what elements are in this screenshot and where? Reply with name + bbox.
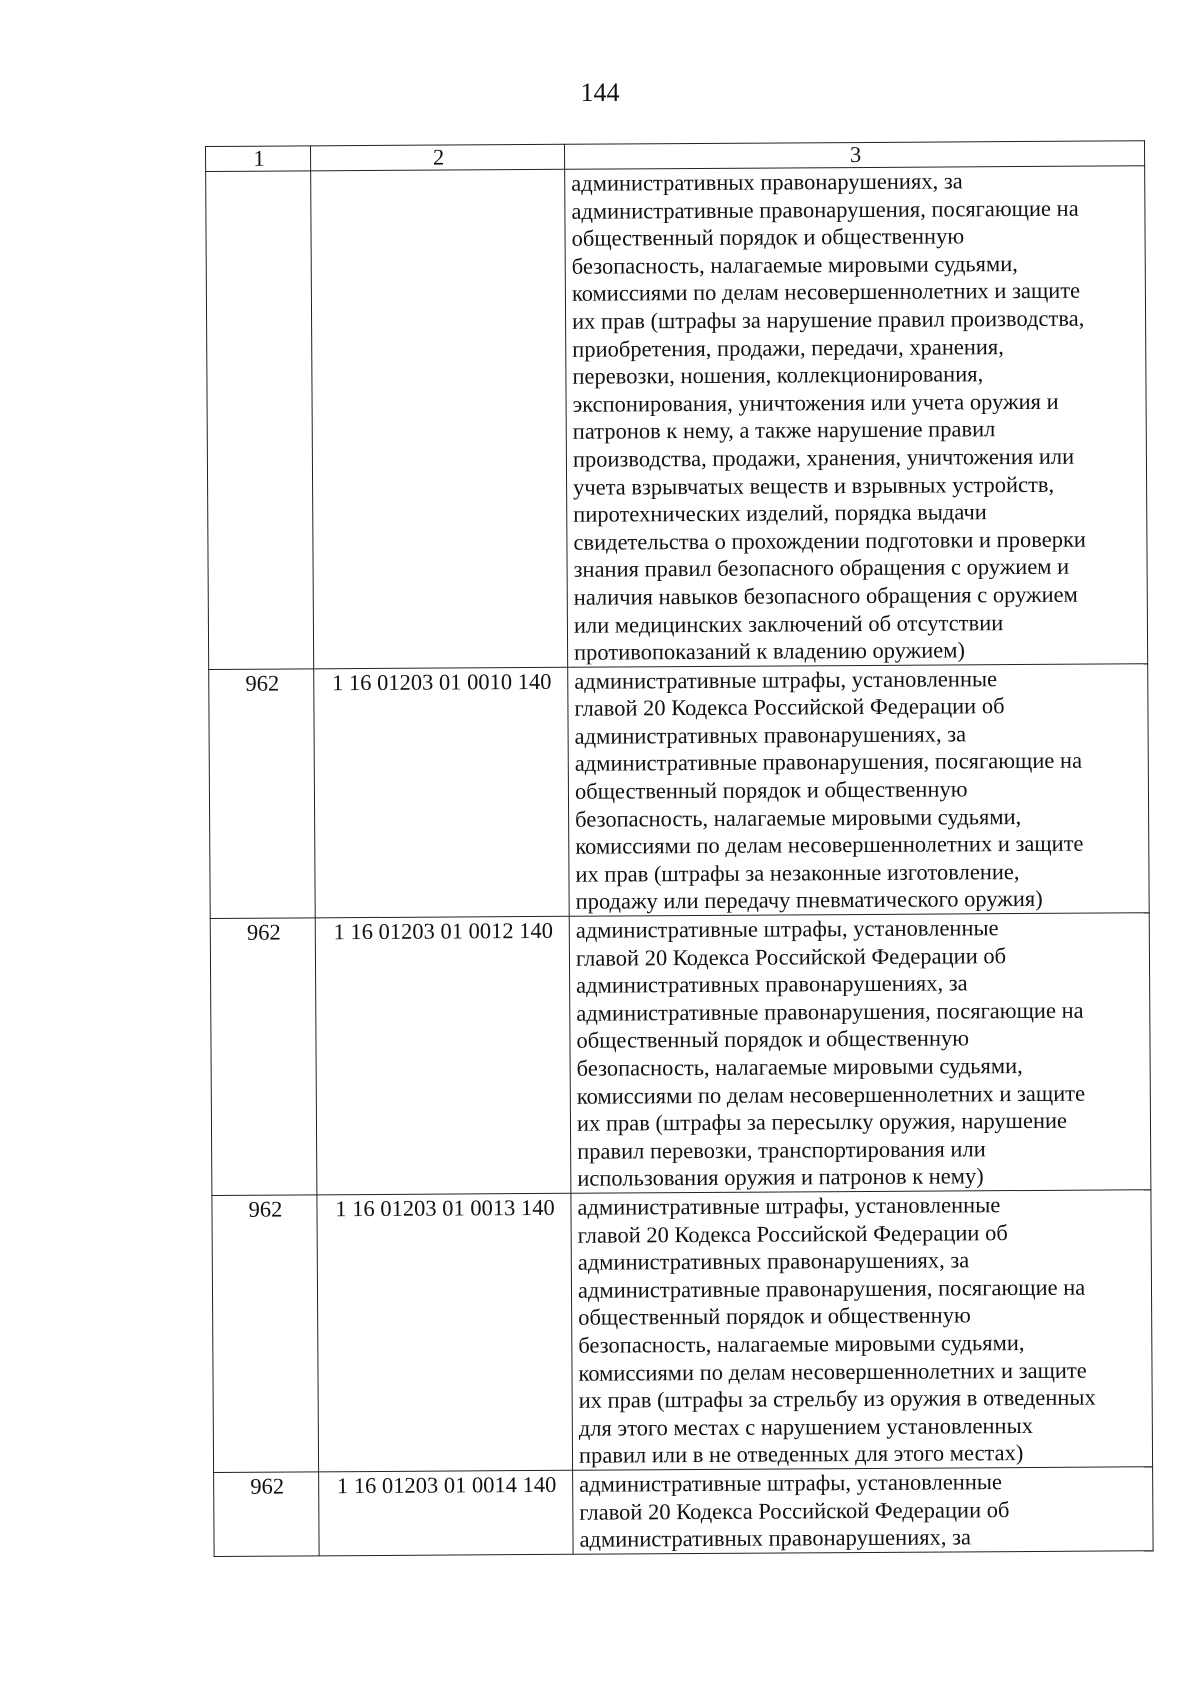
- description-line: правил перевозки, транспортирования или: [577, 1136, 986, 1164]
- description-line: главой 20 Кодекса Российской Федерации об: [577, 1219, 1008, 1248]
- description-line: производства, продажи, хранения, уничтожения или: [572, 443, 1075, 472]
- description-line: их прав (штрафы за пересылку оружия, нарушение: [576, 1107, 1068, 1136]
- description-line: приобретения, продажи, передачи, хранения,: [572, 333, 1004, 362]
- description-line: комиссиями по делам несовершеннолетних и защите: [571, 278, 1081, 307]
- description-line: административных правонарушениях, за: [576, 970, 968, 998]
- description-line: административные правонарушения, посягающие на: [576, 997, 1084, 1026]
- description-line: безопасность, налагаемые мировыми судьями,: [576, 1053, 1023, 1081]
- description-line: общественный порядок и общественную: [571, 223, 965, 251]
- revenue-description-cell: [565, 166, 1148, 667]
- description-line: главой 20 Кодекса Российской Федерации об: [574, 693, 1005, 722]
- description-line: административные штрафы, установленные: [577, 1192, 1001, 1220]
- admin-code-cell: 962: [212, 1195, 319, 1473]
- description-line: их прав (штрафы за стрельбу из оружия в отведенных: [578, 1384, 1096, 1413]
- description-line: административных правонарушениях, за: [574, 721, 967, 749]
- table-row: [214, 1467, 1153, 1557]
- description-line: наличия навыков безопасного обращения с оружием: [573, 581, 1078, 610]
- description-line: комиссиями по делам несовершеннолетних и защите: [576, 1080, 1086, 1109]
- description-line: безопасность, налагаемые мировыми судьями,: [575, 803, 1022, 832]
- description-line: общественный порядок и общественную: [574, 776, 968, 804]
- description-line: использования оружия и патронов к нему): [577, 1163, 984, 1192]
- revenue-description-cell: [569, 913, 1151, 1193]
- header-col-3: 3: [564, 141, 1144, 170]
- description-line: административные штрафы, установленные: [574, 665, 998, 694]
- description-line: перевозки, ношения, коллекционирования,: [572, 361, 984, 389]
- revenue-description-cell: [568, 663, 1150, 916]
- description-line: для этого местах с нарушением установленных: [578, 1412, 1033, 1441]
- description-line: учета взрывчатых веществ и взрывных устройств,: [573, 471, 1055, 500]
- header-col-2: 2: [311, 144, 565, 171]
- description-line: административные правонарушения, посягающие на: [577, 1274, 1086, 1303]
- description-line: административных правонарушениях, за: [577, 1247, 970, 1275]
- description-line: административные правонарушения, посягающие на: [571, 195, 1079, 224]
- description-line: свидетельства о прохождении подготовки и проверки: [573, 526, 1086, 555]
- description-line: главой 20 Кодекса Российской Федерации об: [579, 1496, 1010, 1525]
- description-line: административные штрафы, установленные: [575, 915, 999, 943]
- description-line: административные правонарушения, посягающие на: [574, 748, 1083, 777]
- description-line: комиссиями по делам несовершеннолетних и защите: [575, 830, 1084, 860]
- table-row: [212, 1190, 1153, 1473]
- description-line: административных правонарушениях, за: [579, 1524, 972, 1552]
- table-row: [206, 166, 1148, 669]
- description-line: экспонирования, уничтожения или учета оружия и: [572, 388, 1059, 417]
- description-line: главой 20 Кодекса Российской Федерации об: [575, 942, 1007, 971]
- budget-classification-code-cell: 1 16 01203 01 0012 140: [315, 916, 571, 1194]
- budget-classification-code-cell: 1 16 01203 01 0010 140: [314, 667, 570, 918]
- description-line: пиротехнических изделий, порядка выдачи: [573, 499, 987, 527]
- description-line: комиссиями по делам несовершеннолетних и защите: [578, 1357, 1087, 1386]
- admin-code-cell: [206, 171, 314, 669]
- description-line: общественный порядок и общественную: [578, 1302, 971, 1331]
- description-line: знания правил безопасного обращения с оружием и: [573, 554, 1070, 583]
- description-line: административные штрафы, установленные: [579, 1469, 1003, 1497]
- budget-codes-table: [205, 140, 1154, 1556]
- page-number: 144: [580, 78, 620, 107]
- budget-classification-code-cell: [311, 169, 568, 668]
- admin-code-cell: 962: [209, 669, 316, 919]
- description-line: общественный порядок и общественную: [576, 1025, 970, 1054]
- budget-classification-code-cell: 1 16 01203 01 0014 140: [319, 1470, 574, 1555]
- description-line: безопасность, налагаемые мировыми судьями,: [571, 250, 1018, 279]
- description-line: безопасность, налагаемые мировыми судьями,: [578, 1329, 1025, 1358]
- description-line: или медицинских заключений об отсутствии: [573, 609, 1004, 638]
- admin-code-cell: 962: [210, 918, 317, 1196]
- description-line: патронов к нему, а также нарушение правил: [572, 416, 996, 445]
- description-line: продажу или передачу пневматического оружия): [575, 886, 1043, 915]
- revenue-description-cell: [571, 1190, 1153, 1470]
- description-line: административных правонарушениях, за: [571, 168, 963, 196]
- description-line: противопоказаний к владению оружием): [574, 637, 966, 665]
- description-line: их прав (штрафы за нарушение правил производства,: [572, 305, 1085, 334]
- description-line: их прав (штрафы за незаконные изготовление,: [575, 858, 1020, 887]
- admin-code-cell: 962: [214, 1472, 320, 1556]
- description-line: правил или в не отведенных для этого местах): [578, 1440, 1024, 1469]
- budget-classification-code-cell: 1 16 01203 01 0013 140: [317, 1193, 573, 1471]
- table-row: [210, 913, 1151, 1196]
- table-row: [209, 663, 1150, 918]
- revenue-description-cell: [573, 1467, 1154, 1554]
- header-col-1: 1: [206, 146, 311, 172]
